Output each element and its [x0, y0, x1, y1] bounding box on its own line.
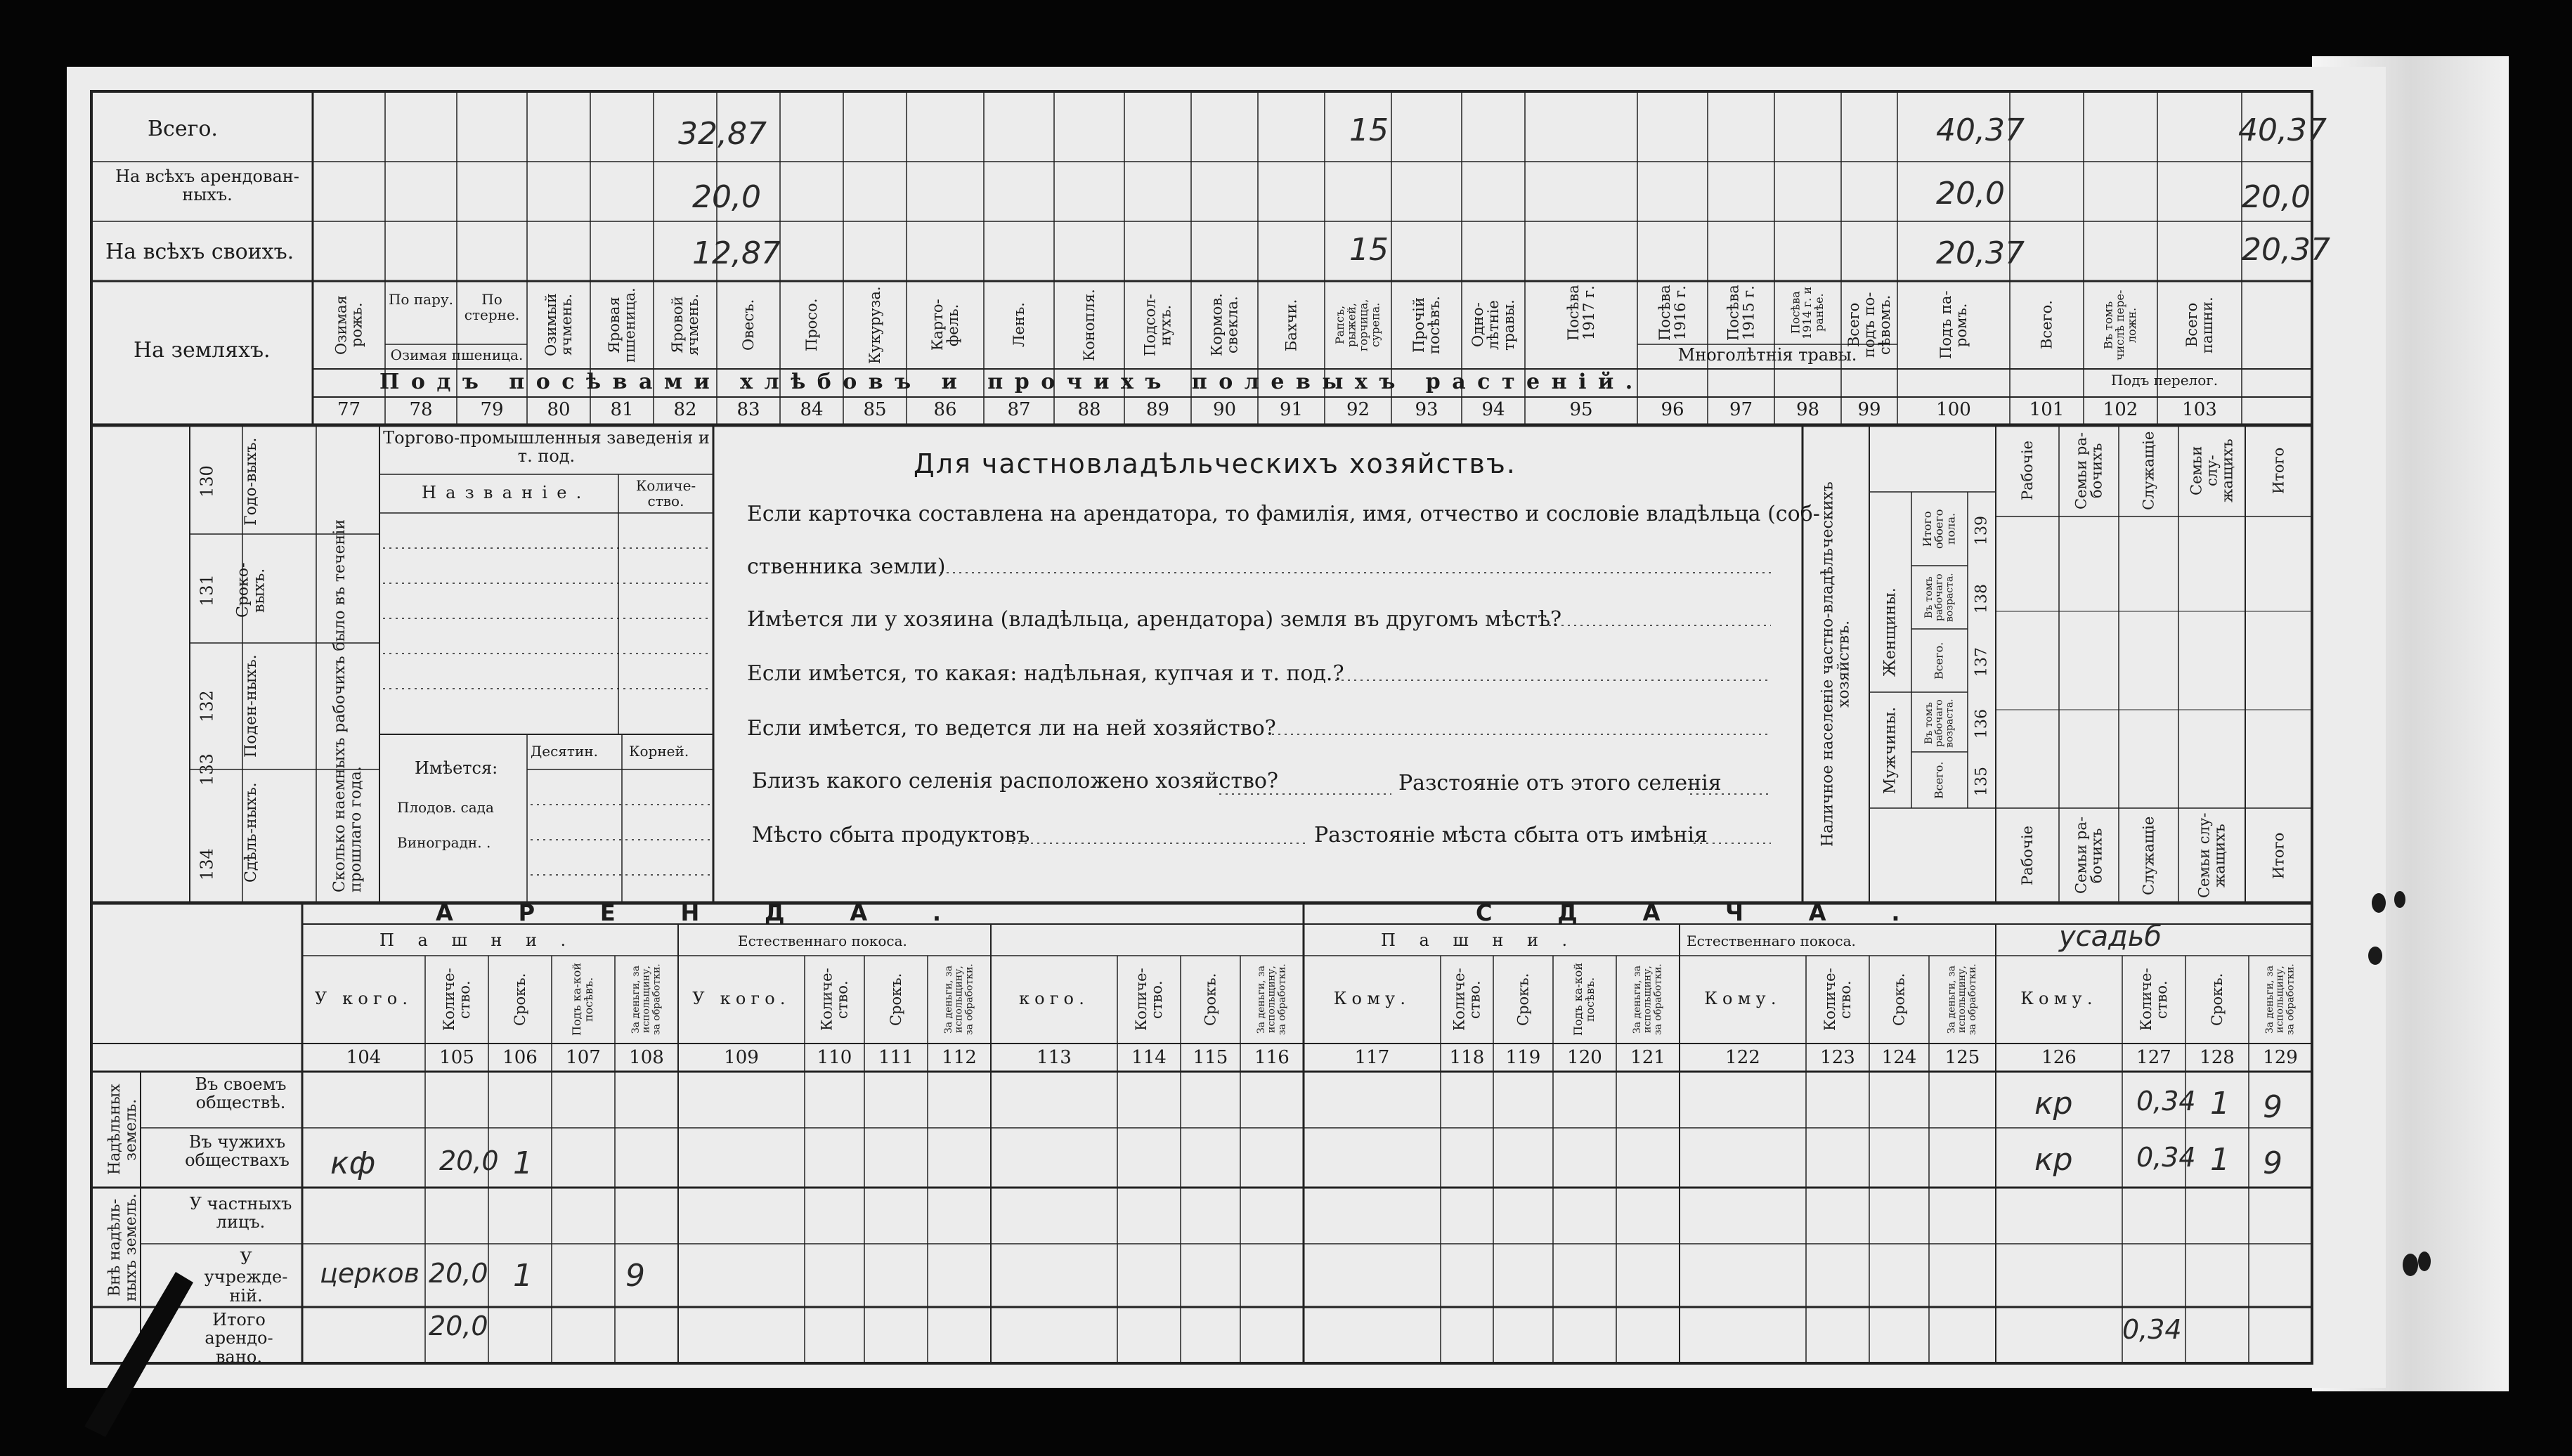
lease-colnum-105: 105 — [439, 1047, 474, 1068]
hw-103-own: 20,37 — [2242, 232, 2330, 268]
num-132: 132 — [197, 690, 217, 722]
lease-colnum-111: 111 — [878, 1047, 914, 1068]
hw-99-rented: 20,0 — [1936, 176, 2005, 212]
lease-colnum-126: 126 — [2041, 1047, 2077, 1068]
row-private-persons: У частныхъ лицъ. — [189, 1194, 292, 1233]
hw-20-inst: 20,0 — [429, 1258, 488, 1289]
lease-head-120: Подъ ка-кой посѣвъ. — [1571, 963, 1597, 1036]
hw-82-own: 12,87 — [692, 235, 781, 271]
question-land-type: Если имѣется, то какая: надѣльная, купчая и т. под.? — [747, 661, 1344, 686]
crop-head-91: Бахчи. — [1282, 299, 1300, 351]
hw-91-total: 15 — [1349, 112, 1389, 148]
piece-workers-head: Сдѣль-ныхъ. — [242, 782, 260, 883]
hw-034-total: 0,34 — [2122, 1314, 2182, 1345]
colnum-88: 88 — [1077, 399, 1101, 420]
hw-9-inst: 9 — [625, 1258, 645, 1294]
colnum-86: 86 — [933, 399, 957, 420]
hw-kr-2: кр — [2034, 1142, 2073, 1178]
lease-in-banner: АРЕНДА. — [436, 899, 1006, 926]
lease-colnum-119: 119 — [1505, 1047, 1541, 1068]
lease-head-104: У кого. — [314, 989, 413, 1008]
crop-head-102: Въ томъ числѣ пере-ложн. — [2101, 290, 2138, 360]
colnum-101: 101 — [2029, 399, 2065, 420]
crop-head-100: Подъ па-ромъ. — [1937, 290, 1970, 360]
lease-head-111: Срокъ. — [887, 973, 904, 1027]
present-population-head: Наличное населеніе частно-владѣльческихъ хозяйствъ. — [1819, 481, 1853, 847]
crop-head-82: Яровой ячмень. — [668, 294, 701, 356]
crop-head-93: Прочій посѣвъ. — [1410, 296, 1443, 354]
colnum-83: 83 — [736, 399, 760, 420]
num-133: 133 — [197, 753, 217, 786]
crop-head-88: Конопля. — [1080, 289, 1098, 361]
staff-head-top-4: Итого — [2270, 447, 2287, 495]
crop-head-98: Посѣва 1914 г. и ранѣе. — [1788, 286, 1826, 339]
lease-colnum-118: 118 — [1449, 1047, 1485, 1068]
lease-colnum-114: 114 — [1131, 1047, 1167, 1068]
colnum-80: 80 — [547, 399, 571, 420]
day-workers-head: Поден-ныхъ. — [242, 654, 260, 758]
quantity-head: Количе-ство. — [635, 477, 696, 509]
crop-head-81: Яровая пшеница. — [605, 287, 638, 363]
lease-colnum-116: 116 — [1254, 1047, 1290, 1068]
crop-head-101: Всего. — [2038, 300, 2055, 350]
lease-colnum-129: 129 — [2263, 1047, 2298, 1068]
row-institutions: У учрежде-ній. — [204, 1249, 288, 1306]
colnum-82: 82 — [673, 399, 697, 420]
lease-head-119: Срокъ. — [1514, 973, 1532, 1027]
both-sexes-head: Итого обоего пола. — [1920, 509, 1958, 549]
staff-head-bottom-4: Итого — [2270, 832, 2287, 879]
lease-head-124: Срокъ. — [1890, 973, 1908, 1027]
hw-99-own: 20,37 — [1936, 235, 2025, 271]
staff-head-top-1: Семьи ра-бочихъ — [2072, 432, 2105, 509]
row-lands-label: На земляхъ. — [134, 338, 271, 363]
lease-colnum-104: 104 — [346, 1047, 382, 1068]
crops-banner: Подъ посѣвами хлѣбовъ и прочихъ полевыхъ растеній. — [379, 370, 1644, 394]
hw-20-total: 20,0 — [429, 1311, 488, 1341]
lease-head-109: У кого. — [692, 989, 791, 1008]
colnum-77: 77 — [337, 399, 361, 420]
lease-head-108: За деньги, за испольщину, за обработки. — [630, 963, 663, 1036]
lease-colnum-124: 124 — [1881, 1047, 1917, 1068]
binding-holes — [2368, 891, 2431, 1276]
colnum-92: 92 — [1346, 399, 1370, 420]
non-allotment-lands-group: Внѣ надѣль-ныхъ земель. — [105, 1193, 140, 1301]
lease-colnum-113: 113 — [1037, 1047, 1072, 1068]
name-head: Названіе. — [422, 483, 591, 502]
hw-1-other: 1 — [513, 1145, 533, 1181]
colnum-81: 81 — [610, 399, 634, 420]
colnum-99: 99 — [1857, 399, 1881, 420]
orchard-label: Плодов. сада — [397, 799, 494, 816]
lease-head-126: Кому. — [2020, 989, 2098, 1008]
lease-colnum-123: 123 — [1820, 1047, 1855, 1068]
staff-head-top-3: Семьи слу-жащихъ — [2188, 438, 2236, 503]
perennial-grass-header: Многолѣтнія травы. — [1677, 345, 1857, 365]
staff-head-bottom-0: Рабочіе — [2018, 826, 2036, 885]
men-total-head: Всего. — [1932, 761, 1946, 799]
question-village-distance: Разстояніе отъ этого селенія — [1398, 771, 1722, 795]
crop-head-89: Подсол-нухъ. — [1141, 294, 1174, 356]
staff-head-bottom-1: Семьи ра-бочихъ — [2072, 817, 2105, 895]
staff-head-top-2: Служащіе — [2140, 431, 2157, 511]
lease-head-115: Срокъ. — [1202, 973, 1219, 1027]
hw-20-other: 20,0 — [439, 1145, 499, 1176]
lease-colnum-115: 115 — [1193, 1047, 1228, 1068]
crop-head-80: Озимый ячмень. — [542, 293, 575, 357]
lease-head-123: Количе-ство. — [1821, 968, 1854, 1032]
question-farming: Если имѣется, то ведется ли на ней хозяйство? — [747, 716, 1276, 741]
colnum-79: 79 — [480, 399, 504, 420]
row-other-communes: Въ чужихъ обществахъ — [185, 1132, 290, 1171]
question-market-distance: Разстояніе мѣста сбыта отъ имѣнія — [1314, 823, 1708, 847]
colnum-85: 85 — [863, 399, 887, 420]
lease-head-114: Количе-ство. — [1132, 968, 1165, 1032]
lease-colnum-110: 110 — [817, 1047, 852, 1068]
staff-head-top-0: Рабочіе — [2018, 441, 2036, 501]
colnum-102: 102 — [2103, 399, 2138, 420]
women-total-head: Всего. — [1932, 642, 1946, 680]
popnum-139: 139 — [1973, 516, 1991, 545]
row-total: Всего. — [148, 117, 218, 141]
lease-colnum-125: 125 — [1944, 1047, 1980, 1068]
colnum-84: 84 — [800, 399, 824, 420]
crop-head-86: Карто-фель. — [928, 299, 961, 351]
sdacha-hay-head: Естественнаго покоса. — [1687, 932, 1856, 949]
hw-91-own: 15 — [1349, 232, 1389, 268]
question-owner-cont: ственника земли) — [747, 554, 946, 579]
lease-head-106: Срокъ. — [511, 973, 528, 1027]
colnum-96: 96 — [1661, 399, 1684, 420]
arenda-arable-head: Пашни. — [379, 930, 590, 950]
colnum-94: 94 — [1481, 399, 1505, 420]
num-134: 134 — [197, 848, 217, 880]
men-head: Мужчины. — [1881, 706, 1899, 794]
lease-head-112: За деньги, за испольщину, за обработки. — [942, 963, 975, 1036]
hw-82-rented: 20,0 — [692, 179, 761, 215]
lease-out-banner: СДАЧА. — [1476, 899, 1966, 926]
hw-1-inst: 1 — [513, 1258, 533, 1294]
crop-head-97: Посѣва 1915 г. — [1725, 285, 1758, 341]
lease-colnum-121: 121 — [1630, 1047, 1665, 1068]
staff-head-bottom-3: Семьи слу-жащихъ — [2195, 812, 2228, 899]
lease-head-116: За деньги, за испольщину, за обработки. — [1255, 963, 1288, 1036]
colnum-100: 100 — [1936, 399, 1971, 420]
popnum-138: 138 — [1973, 584, 1991, 614]
colnum-98: 98 — [1795, 399, 1820, 420]
desyatin-head: Десятин. — [531, 743, 598, 760]
popnum-136: 136 — [1973, 709, 1991, 739]
lease-head-107: Подъ ка-кой посѣвъ. — [570, 963, 595, 1036]
popnum-135: 135 — [1973, 767, 1991, 797]
hw-church: церков — [320, 1258, 420, 1289]
lease-head-121: За деньги, за испольщину, за обработки. — [1631, 963, 1664, 1036]
lease-head-129: За деньги, за испольщину, за обработки. — [2264, 963, 2297, 1036]
question-other-land: Имѣется ли у хозяина (владѣльца, арендатора) земля въ другомъ мѣстѣ? — [747, 607, 1562, 632]
lease-colnum-106: 106 — [502, 1047, 538, 1068]
hw-103-rented: 20,0 — [2242, 179, 2311, 215]
row-rented: На всѣхъ арендован-ныхъ. — [115, 167, 299, 205]
hw-82-total: 32,87 — [678, 116, 767, 152]
lease-colnum-117: 117 — [1354, 1047, 1390, 1068]
hw-pay-2: 9 — [2263, 1145, 2282, 1181]
winter-wheat-header: Озимая пшеница. — [390, 346, 524, 363]
question-market: Мѣсто сбыта продуктовъ — [752, 823, 1030, 847]
num-130: 130 — [197, 465, 217, 498]
num-131: 131 — [197, 574, 217, 606]
colnum-95: 95 — [1569, 399, 1593, 420]
question-owner: Если карточка составлена на арендатора, то фамилія, имя, отчество и сословіе владѣльца (соб- — [747, 502, 1820, 526]
lease-colnum-128: 128 — [2200, 1047, 2235, 1068]
yearly-workers-head: Годо-выхъ. — [242, 437, 260, 526]
colnum-91: 91 — [1279, 399, 1304, 420]
crop-head-95: Посѣва 1917 г. — [1564, 285, 1597, 341]
row-total-leased: Итого арендо-вано. — [204, 1310, 273, 1367]
hw-kf: кф — [330, 1145, 376, 1181]
colnum-90: 90 — [1212, 399, 1237, 420]
staff-head-bottom-2: Служащіе — [2140, 816, 2157, 895]
crop-head-92: Рапсъ, рыжей, горчица, сурепа. — [1332, 299, 1382, 351]
crop-head-77: Озимая рожь. — [332, 295, 365, 355]
roots-head: Корней. — [629, 743, 689, 760]
row-own: На всѣхъ своихъ. — [105, 240, 294, 264]
crop-head-103: Всего пашни. — [2183, 297, 2216, 353]
hw-term-2: 1 — [2210, 1142, 2230, 1178]
women-head: Женщины. — [1881, 587, 1899, 677]
lease-head-125: За деньги, за испольщину, за обработки. — [1946, 963, 1978, 1036]
hw-103-total: 40,37 — [2238, 112, 2327, 148]
women-working-age-head: Въ томъ рабочаго возраста. — [1923, 573, 1956, 622]
colnum-93: 93 — [1415, 399, 1438, 420]
popnum-137: 137 — [1973, 647, 1991, 677]
trade-enterprises-head: Торгово-промышленныя заведенія и т. под. — [383, 428, 710, 467]
lease-colnum-120: 120 — [1567, 1047, 1602, 1068]
men-working-age-head: Въ томъ рабочаго возраста. — [1923, 698, 1956, 748]
lease-head-122: Кому. — [1704, 989, 1781, 1008]
crop-head-79: По стерне. — [464, 291, 520, 323]
vineyard-label: Виноградн. . — [397, 834, 491, 851]
lease-colnum-122: 122 — [1725, 1047, 1760, 1068]
sdacha-arable-head: Пашни. — [1381, 930, 1591, 950]
crop-head-94: Одно-лѣтніе травы. — [1469, 299, 1518, 351]
crop-head-84: Просо. — [803, 298, 820, 352]
hw-term-1: 1 — [2210, 1086, 2230, 1122]
crop-head-99: Всего подъ по-сѣвомъ. — [1845, 292, 1894, 358]
hw-034-1: 0,34 — [2136, 1086, 2196, 1117]
crop-head-83: Овесъ. — [739, 299, 757, 351]
colnum-78: 78 — [409, 399, 433, 420]
lease-colnum-108: 108 — [629, 1047, 664, 1068]
question-village: Близъ какого селенія расположено хозяйство? — [752, 769, 1278, 793]
crop-head-78: По пару. — [388, 291, 454, 308]
term-workers-head: Сроко-выхъ. — [234, 562, 268, 618]
lease-head-110: Количе-ство. — [818, 968, 851, 1032]
hired-workers-question: Сколько наемныхъ рабочихъ было въ теченіи прошлаго года. — [330, 519, 365, 892]
lease-colnum-112: 112 — [942, 1047, 977, 1068]
hw-034-2: 0,34 — [2136, 1142, 2196, 1173]
colnum-103: 103 — [2182, 399, 2217, 420]
crop-head-87: Ленъ. — [1010, 302, 1027, 348]
crop-head-85: Кукуруза. — [866, 286, 883, 364]
lease-head-127: Количе-ство. — [2137, 968, 2170, 1032]
crop-head-96: Посѣва 1916 г. — [1656, 285, 1689, 341]
colnum-89: 89 — [1145, 399, 1170, 420]
allotment-lands-group: Надѣльных земель. — [105, 1084, 140, 1176]
hw-99-total: 40,37 — [1936, 112, 2025, 148]
lease-head-128: Срокъ. — [2208, 973, 2226, 1027]
lease-head-117: Кому. — [1333, 989, 1411, 1008]
crop-head-90: Кормов. свекла. — [1208, 293, 1241, 357]
lease-colnum-109: 109 — [724, 1047, 759, 1068]
row-own-commune: Въ своемъ обществѣ. — [195, 1074, 287, 1113]
hw-estate: усадьб — [2059, 921, 2162, 953]
arenda-hay-head: Естественнаго покоса. — [738, 932, 907, 949]
colnum-87: 87 — [1007, 399, 1031, 420]
private-estates-title: Для частновладѣльческихъ хозяйствъ. — [914, 448, 1516, 479]
hw-pay-1: 9 — [2263, 1089, 2282, 1125]
hw-kr-1: кр — [2034, 1086, 2073, 1122]
lease-colnum-127: 127 — [2136, 1047, 2171, 1068]
lease-colnum-107: 107 — [566, 1047, 601, 1068]
lease-head-113: кого. — [1018, 989, 1090, 1008]
lease-head-118: Количе-ство. — [1450, 968, 1483, 1032]
colnum-97: 97 — [1729, 399, 1753, 420]
available-label: Имѣется: — [415, 758, 498, 778]
lease-head-105: Количе-ство. — [440, 968, 473, 1032]
fallow-header: Подъ перелог. — [2110, 372, 2219, 389]
